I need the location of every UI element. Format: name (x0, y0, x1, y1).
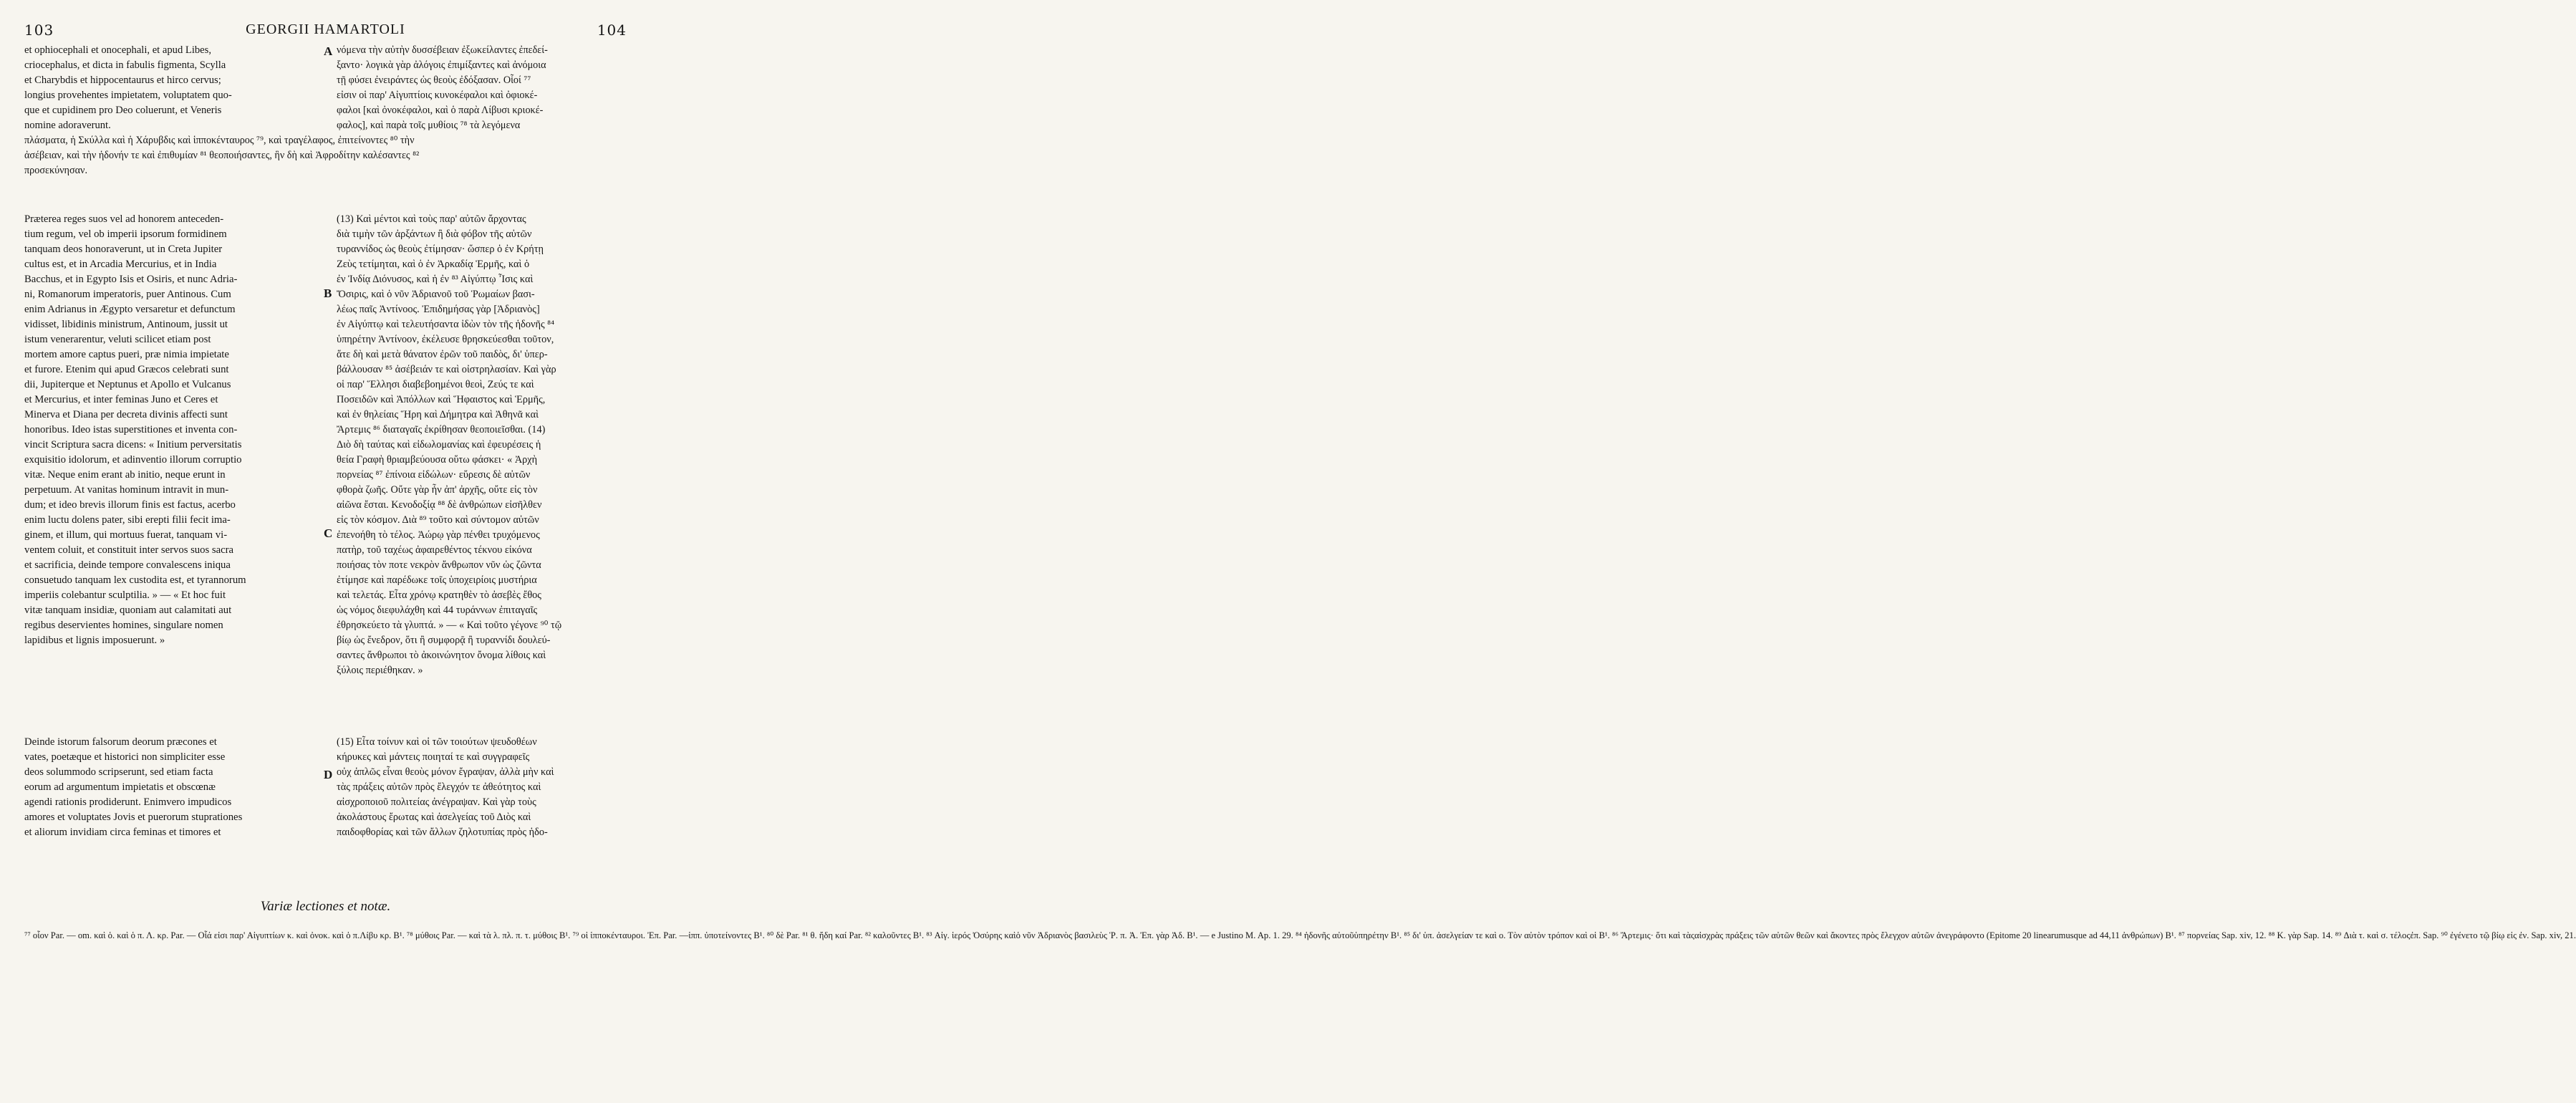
running-header (24, 21, 627, 40)
text-line: βάλλουσαν ⁸⁵ ἀσέβειάν τε καὶ οἰστρηλασίαν. Καὶ γὰρ (337, 364, 556, 375)
text-line: longius provehentes impietatem, voluptatem quo- (24, 90, 232, 101)
text-line: βίῳ ὡς ἔνεδρον, ὅτι ἢ συμφορᾷ ἢ τυραννίδι δουλεύ- (337, 635, 551, 646)
text-line: διὰ τιμὴν τῶν ἀρξάντων ἢ διὰ φόβον τῆς αὐτῶν (337, 228, 532, 240)
text-line: vidisset, libidinis ministrum, Antinoum, jussit ut (24, 319, 228, 330)
text-line: πατὴρ, τοῦ ταχέως ἀφαιρεθέντος τέκνου εἰκόνα (337, 544, 532, 556)
text-line: vitæ tanquam insidiæ, quoniam aut calamitati aut (24, 605, 232, 616)
note-line: usque ad 44,11 ἀνθρώπων) B¹. ⁸⁷ πορνείας Sap. xiv, 12. ⁸⁸ Κ. γὰρ Sap. 14. ⁸⁹ Διὰ τ. καὶ σ. τέλος (2065, 930, 2411, 940)
text-line: παιδοφθορίας καὶ τῶν ἄλλων ζηλοτυπίας πρὸς ἡδο- (337, 827, 548, 838)
latin-column-main (24, 212, 324, 648)
text-line: regibus deservientes homines, singulare nomen (24, 620, 223, 631)
running-title: GEORGII HAMARTOLI (246, 21, 405, 37)
text-line: ἀκολάστους ἔρωτας καὶ ἀσελγείας τοῦ Διὸς καὶ (337, 811, 531, 823)
text-line: εἰς τὸν κόσμον. Διὰ ⁸⁹ τοῦτο καὶ σύντομον αὐτῶν (337, 514, 539, 526)
text-line: cultus est, et in Arcadia Mercurius, et in India (24, 259, 217, 270)
text-line: Ζεὺς τετίμηται, καὶ ὁ ἐν Ἀρκαδίᾳ Ἑρμῆς, καὶ ὁ (337, 259, 530, 270)
page-number-left: 103 (24, 21, 54, 39)
text-line: κήρυκες καὶ μάντεις ποιηταί τε καὶ συγγραφεῖς (337, 751, 530, 763)
latin-column-top (24, 43, 324, 133)
text-line: καὶ τελετάς. Εἶτα χρόνῳ κρατηθὲν τὸ ἀσεβὲς ἔθος (337, 589, 541, 601)
text-line: φαλος], καὶ παρὰ τοῖς μυθίοις ⁷⁸ τὰ λεγόμενα (337, 120, 521, 131)
text-line: τὰς πράξεις αὐτῶν πρὸς ἔλεγχόν τε ἀθεότητος καὶ (337, 781, 541, 793)
text-line: deos solummodo scripserunt, sed etiam facta (24, 766, 213, 778)
text-line: Διὸ δὴ ταύτας καὶ εἰδωλομανίας καὶ ἐφευρέσεις ἡ (337, 439, 541, 451)
text-line: καὶ ἐν θηλείαις Ἥρη καὶ Δήμητρα καὶ Ἀθηνᾶ καὶ (337, 409, 539, 420)
note-line: ὁ νῦν Ἀδριανὸς βασιλεὺς Ῥ. π. Ἀ. Ἐπ. γὰρ Ἀδ. B¹. — e Justino M. Ap. 1. 29. ⁸⁴ ἡδονῆς αὐτοῦ (1016, 930, 1354, 940)
text-line: τυραννίδος ὡς θεοὺς ἐτίμησαν· ὥσπερ ὁ ἐν Κρήτῃ (337, 244, 544, 255)
text-line: ἅτε δὴ καὶ μετὰ θάνατον ἐρῶν τοῦ παιδὸς, δι' ὑπερ- (337, 349, 548, 360)
note-line: Λίβυ κρ. B¹. ⁷⁸ μύθοις Par. — καὶ τὰ λ. πλ. π. τ. μύθοις B¹. ⁷⁹ οἱ ἱπποκένταυροι. Ἐπ. Par. — (360, 930, 689, 940)
text-line: dum; et ideo brevis illorum finis est factus, acerbo (24, 499, 236, 511)
text-line: (15) Εἶτα τοίνυν καὶ οἱ τῶν τοιούτων ψευδοθέων (337, 736, 537, 748)
text-line: φθορὰ ζωῆς. Οὔτε γὰρ ἦν ἀπ' ἀρχῆς, οὔτε εἰς τὸν (337, 484, 538, 496)
text-line: ventem coluit, et constituit inter servos suos sacra (24, 544, 234, 556)
text-line: vincit Scriptura sacra dicens: « Initium perversitatis (24, 439, 242, 451)
text-line: dii, Jupiterque et Neptunus et Apollo et Vulcanus (24, 379, 231, 390)
text-line: ἀσέβειαν, καὶ τὴν ἡδονήν τε καὶ ἐπιθυμίαν ⁸¹ θεοποιήσαντες, ἣν δὴ καὶ Ἀφροδίτην καλέσαντες ⁸² (24, 150, 420, 161)
text-line: ἐν Ἰνδίᾳ Διόνυσος, καὶ ἡ ἐν ⁸³ Αἰγύπτῳ Ἶσις καὶ (337, 274, 534, 285)
text-line: imperiis colebantur sculptilia. » — « Et hoc fuit (24, 589, 226, 601)
text-line: πλάσματα, ἡ Σκύλλα καὶ ἡ Χάρυβδις καὶ ἱπποκένταυρος ⁷⁹, καὶ τραγέλαφος, ἐπιτείνοντες ⁸⁰ τὴν (24, 135, 415, 146)
text-line: et furore. Etenim qui apud Græcos celebrati sunt (24, 364, 229, 375)
note-line: αἰσχρὰς πράξεις τῶν αὐτῶν θεῶν καὶ ἄκοντες πρὸς ἔλεγχον αὐτῶν ἀνεγράφοντο (Epitome 20 linearum (1694, 930, 2066, 940)
greek-column-lower (337, 735, 632, 840)
text-line: ἐθρησκεύετο τὰ γλυπτά. » — « Καὶ τοῦτο γέγονε ⁹⁰ τῷ (337, 620, 562, 631)
text-line: ἐν Αἰγύπτῳ καὶ τελευτήσαντα ἰδὼν τὸν τῆς ἡδονῆς ⁸⁴ (337, 319, 555, 330)
page-number-right: 104 (597, 21, 627, 39)
text-line: Minerva et Diana per decreta divinis affecti sunt (24, 409, 228, 420)
text-line: ξαντο· λογικὰ γὰρ ἀλόγοις ἐπιμίξαντες καὶ ἀνόμοια (337, 59, 546, 71)
text-line: ξύλοις περιέθηκαν. » (337, 665, 423, 676)
critical-notes (24, 930, 2576, 941)
text-line: consuetudo tanquam lex custodita est, et tyrannorum (24, 574, 246, 586)
text-line: tanquam deos honoraverunt, ut in Creta Jupiter (24, 244, 223, 255)
margin-marker-d: D (324, 768, 333, 781)
text-line: ὡς νόμος διεφυλάχθη καὶ 44 τυράννων ἐπιταγαῖς (337, 605, 538, 616)
text-line: ἐπενοήθη τὸ τέλος. Ἀώρῳ γὰρ πένθει τρυχόμενος (337, 529, 540, 541)
text-line: et Mercurius, et inter feminas Juno et Ceres et (24, 394, 218, 405)
note-line: ἐπ. Sap. ⁹⁰ ἐγένετο τῷ βίῳ εἰς ἐν. Sap. xiv, 21. (2410, 930, 2576, 940)
text-line: mortem amore captus pueri, præ nimia impietate (24, 349, 229, 360)
text-line: εἰσιν οἱ παρ' Αἰγυπτίοις κυνοκέφαλοι καὶ ὀφιοκέ- (337, 90, 538, 101)
text-line: προσεκύνησαν. (24, 165, 87, 176)
text-line: Ποσειδῶν καὶ Ἀπόλλων καὶ Ἥφαιστος καὶ Ἑρμῆς, (337, 394, 546, 405)
text-line: lapidibus et lignis imposuerunt. » (24, 635, 165, 646)
text-line: honoribus. Ideo istas superstitiones et inventa con- (24, 424, 238, 435)
notes-heading: Variæ lectiones et notæ. (260, 899, 391, 914)
text-line: πορνείας ⁸⁷ ἐπίνοια εἰδώλων· εὕρεσις δὲ αὐτῶν (337, 469, 531, 481)
note-line: ὑπηρέτην B¹. ⁸⁵ δι' ὑπ. ἀσελγείαν τε καὶ ο. Τὸν αὐτὸν τρόπον καὶ οἱ B¹. ⁸⁶ Ἄρτεμις· ὅτι καὶ τὰς (1354, 930, 1694, 940)
text-line: Bacchus, et in Egypto Isis et Osiris, et nunc Adria- (24, 274, 238, 285)
text-line: (13) Καὶ μέντοι καὶ τοὺς παρ' αὐτῶν ἄρχοντας (337, 213, 526, 225)
text-line: et aliorum invidiam circa feminas et timores et (24, 827, 221, 838)
margin-marker-a: A (324, 44, 333, 58)
latin-column-lower (24, 735, 324, 840)
text-line: nomine adoraverunt. (24, 120, 111, 131)
text-line: enim luctu dolens pater, sibi erepti filii fecit ima- (24, 514, 231, 526)
text-line: οἱ παρ' Ἕλλησι διαβεβοημένοι θεοὶ, Ζεύς τε καὶ (337, 379, 534, 390)
text-line: τῇ φύσει ἐνειράντες ὡς θεοὺς ἐδόξασαν. Οἷοί ⁷⁷ (337, 74, 531, 86)
greek-full-width (24, 133, 632, 178)
text-line: ποιήσας τὸν ποτε νεκρὸν ἄνθρωπον νῦν ὡς ζῶντα (337, 559, 541, 571)
text-line: que et cupidinem pro Deo coluerunt, et Veneris (24, 105, 222, 116)
greek-column-top (337, 43, 632, 133)
text-line: exquisitio idolorum, et adinventio illorum corruptio (24, 454, 242, 466)
text-line: tium regum, vel ob imperii ipsorum formidinem (24, 228, 227, 240)
text-line: istum venerarentur, veluti scilicet etiam post (24, 334, 211, 345)
text-line: et sacrificia, deinde tempore convalescens iniqua (24, 559, 231, 571)
text-line: Ἄρτεμις ⁸⁶ διαταγαῖς ἐκρίθησαν θεοποιεῖσθαι. (14) (337, 424, 546, 435)
text-line: φαλοι [καὶ ὀνοκέφαλοι, καὶ ὁ παρὰ Λίβυσι κριοκέ- (337, 105, 544, 116)
text-line: et Charybdis et hippocentaurus et hirco cervus; (24, 74, 221, 86)
text-line: enim Adrianus in Ægypto versaretur et defunctum (24, 304, 236, 315)
text-line: οὐχ ἁπλῶς εἶναι θεοὺς μόνον ἔγραψαν, ἀλλὰ μὴν καὶ (337, 766, 554, 778)
text-line: amores et voluptates Jovis et puerorum stuprationes (24, 811, 243, 823)
text-line: criocephalus, et dicta in fabulis figmenta, Scylla (24, 59, 226, 71)
text-line: αἰῶνα ἔσται. Κενοδοξίᾳ ⁸⁸ δὲ ἀνθρώπων εἰσῆλθεν (337, 499, 542, 511)
text-line: Deinde istorum falsorum deorum præcones et (24, 736, 217, 748)
note-line: ⁷⁷ οἷον Par. — om. καὶ ὁ. καὶ ὁ π. Λ. κρ. Par. — Οἷά εἰσι παρ' Αἰγυπτίων κ. καὶ ὀνοκ. καὶ ὁ π. (24, 930, 360, 940)
text-line: ni, Romanorum imperatoris, puer Antinous. Cum (24, 289, 231, 300)
greek-column-main (337, 212, 632, 678)
text-line: eorum ad argumentum impietatis et obscœnæ (24, 781, 216, 793)
note-line: ἱππ. ὑποτείνοντες B¹. ⁸⁰ δὲ Par. ⁸¹ θ. ἤδη καί Par. ⁸² καλοῦντες B¹. ⁸³ Αἰγ. ἱερός Ὀσύρης καὶ (688, 930, 1016, 940)
text-line: ginem, et illum, qui mortuus fuerat, tanquam vi- (24, 529, 228, 541)
margin-marker-b: B (324, 286, 332, 300)
text-line: αἰσχροποιοῦ πολιτείας ἀνέγραψαν. Καὶ γὰρ τοὺς (337, 796, 536, 808)
margin-marker-c: C (324, 526, 333, 540)
text-line: σαντες ἄνθρωποι τὸ ἀκοινώνητον ὄνομα λίθοις καὶ (337, 650, 546, 661)
text-line: vates, poetæque et historici non simpliciter esse (24, 751, 226, 763)
text-line: νόμενα τὴν αὐτὴν δυσσέβειαν ἐξωκείλαντες ἐπεδεί- (337, 44, 548, 56)
text-line: θεία Γραφὴ θριαμβεύουσα οὕτω φάσκει· « Ἀρχὴ (337, 454, 538, 466)
text-line: ἐτίμησε καὶ παρέδωκε τοῖς ὑποχειρίοις μυστήρια (337, 574, 537, 586)
text-line: Præterea reges suos vel ad honorem anteceden- (24, 213, 224, 225)
text-line: Ὄσιρις, καὶ ὁ νῦν Ἀδριανοῦ τοῦ Ῥωμαίων βασι- (337, 289, 535, 300)
text-line: et ophiocephali et onocephali, et apud Libes, (24, 44, 211, 56)
text-line: agendi rationis prodiderunt. Enimvero impudicos (24, 796, 232, 808)
text-line: perpetuum. At vanitas hominum intravit in mun- (24, 484, 229, 496)
text-line: vitæ. Neque enim erant ab initio, neque erunt in (24, 469, 226, 481)
text-line: λέως παῖς Ἀντίνοος. Ἐπιδημήσας γὰρ [Ἀδριανὸς] (337, 304, 540, 315)
text-line: ὑπηρέτην Ἀντίνοον, ἐκέλευσε θρησκεύεσθαι τοῦτον, (337, 334, 554, 345)
